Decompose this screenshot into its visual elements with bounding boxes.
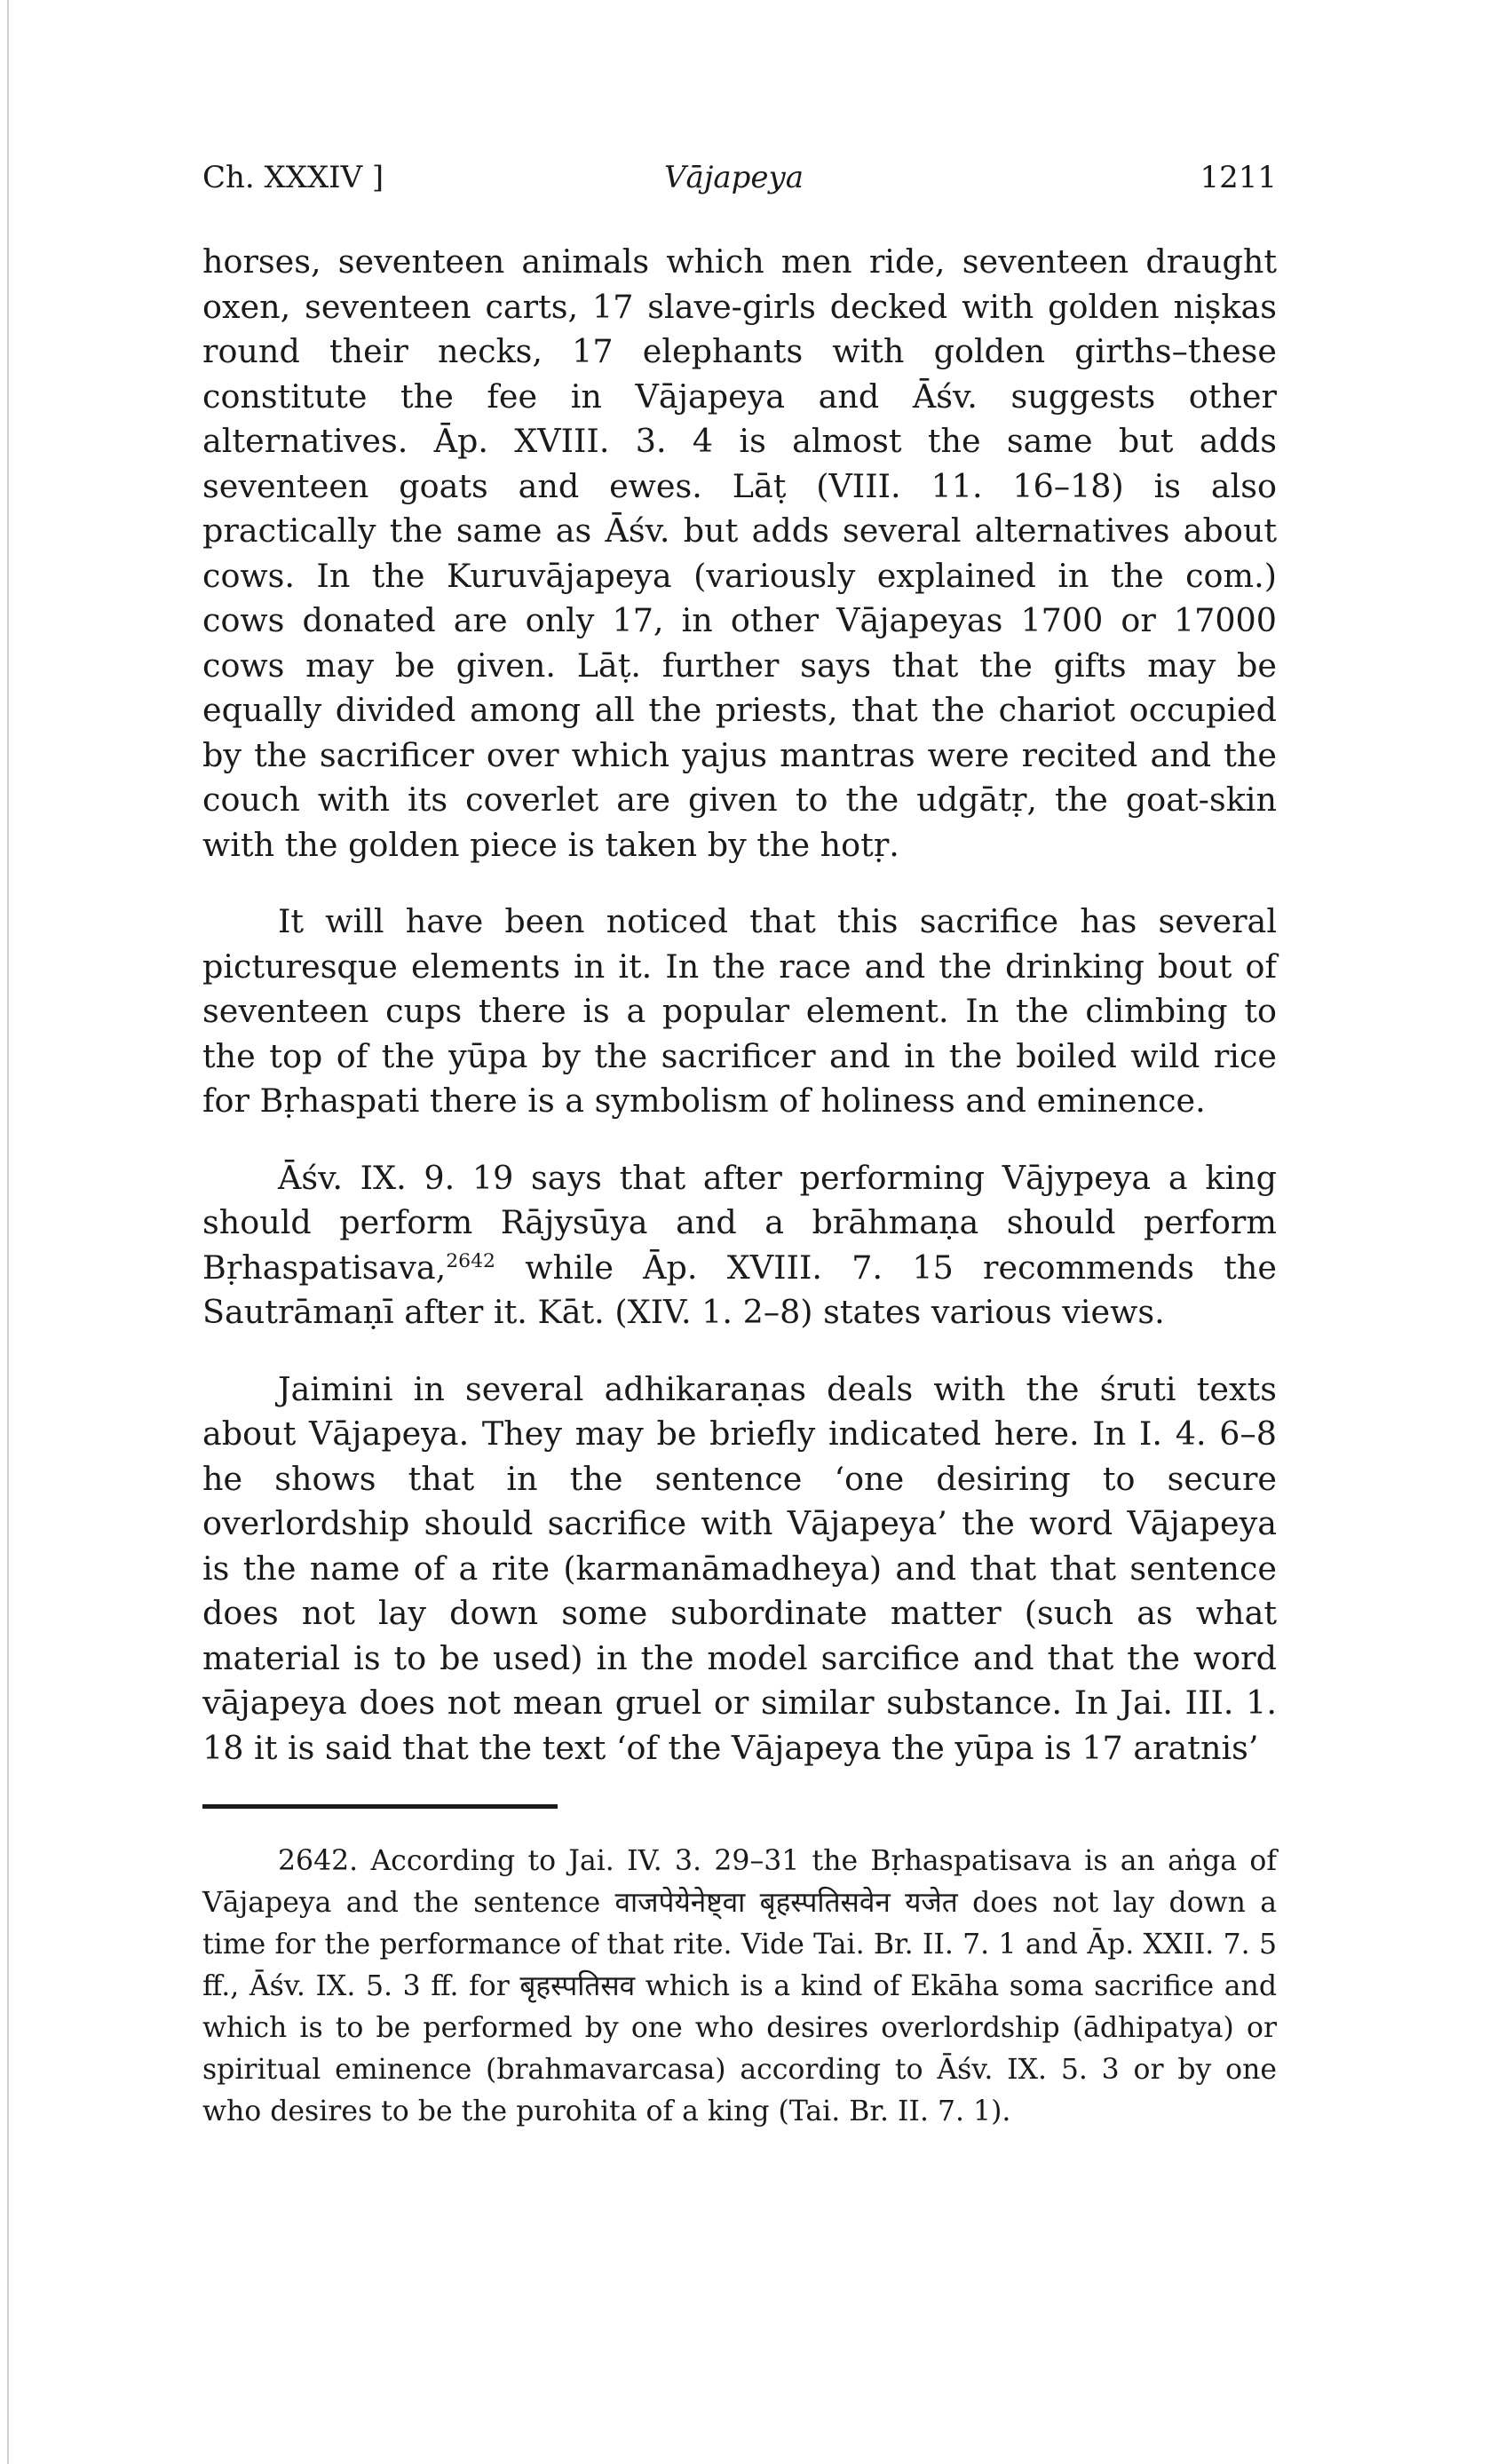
scan-margin-line (7, 0, 9, 2464)
running-head (202, 160, 1277, 213)
footnote-reference: 2642 (446, 1249, 495, 1272)
paragraph-subsequent-rites-part-1: Āśv. IX. 9. 19 says that after performing Vājypeya a king should perform Rājysūya and a brāhmaṇa should perform Bṛhaspatisava, (202, 1158, 1277, 1287)
chapter-label: Ch. XXXIV ] (202, 160, 384, 195)
paragraph-fee-continuation: horses, seventeen animals which men ride, seventeen draught oxen, seventeen carts, 17 slave-girls decked with golden niṣkas round their necks, 17 elephants with golden girths–these constitute the fee in Vājapeya and Āśv. suggests other alternatives. Āp. XVIII. 3. 4 is almost the same but adds seventeen goats and ewes. Lāṭ (VIII. 11. 16–18) is also practically the same as Āśv. but adds several alternatives about cows. In the Kuruvājapeya (variously explained in the com.) cows donated are only 17, in other Vājapeyas 1700 or 17000 cows may be given. Lāṭ. further says that the gifts may be equally divided among all the priests, that the chariot occupied by the sacrificer over which yajus mantras were recited and the couch with its coverlet are given to the udgātṛ, the goat-skin with the golden piece is taken by the hotṛ. (202, 242, 1277, 864)
footnote-2642: 2642. According to Jai. IV. 3. 29–31 the Bṛhaspatisava is an aṅga of Vājapeya and the sentence वाजपेयेनेष्ट्वा बृहस्पतिसवेन यजेत does not lay down a time for the performance of that rite. Vide Tai. Br. II. 7. 1 and Āp. XXII. 7. 5 ff., Āśv. IX. 5. 3 ff. for बृहस्पतिसव which is a kind of Ekāha soma sacrifice and which is to be performed by one who desires overlordship (ādhipatya) or spiritual eminence (brahmavarcasa) according to Āśv. IX. 5. 3 or by one who desires to be the purohita of a king (Tai. Br. II. 7. 1). (202, 1845, 1277, 2127)
paragraph-jaimini: Jaimini in several adhikaraṇas deals with the śruti texts about Vājapeya. They may be briefly indicated here. In I. 4. 6–8 he shows that in the sentence ‘one desiring to secure overlordship should sacrifice with Vājapeya’ the word Vājapeya is the name of a rite (karmanāmadheya) and that that sentence does not lay down some subordinate matter (such as what material is to be used) in the model sarcifice and that the word vājapeya does not mean gruel or similar substance. In Jai. III. 1. 18 it is said that the text ‘of the Vājapeya the yūpa is 17 aratnis’ (202, 1369, 1277, 1767)
body-text (202, 240, 1277, 1771)
footnote-divider (202, 1804, 558, 1809)
paragraph-subsequent-rites (202, 1156, 1277, 1335)
paragraph-picturesque-elements: It will have been noticed that this sacrifice has several picturesque elements in it. In the race and the drinking bout of seventeen cups there is a popular element. In the climbing to the top of the yūpa by the sacrificer and in the boiled wild rice for Bṛhaspati there is a symbolism of holiness and eminence. (202, 902, 1277, 1120)
book-page (202, 160, 1277, 2133)
paragraph-subsequent-rites-part-2: while Āp. XVIII. 7. 15 recommends the Sautrāmaṇī after it. Kāt. (XIV. 1. 2–8) states various views. (202, 1248, 1277, 1331)
page-title: Vājapeya (664, 160, 804, 195)
page-number: 1211 (1200, 160, 1277, 195)
